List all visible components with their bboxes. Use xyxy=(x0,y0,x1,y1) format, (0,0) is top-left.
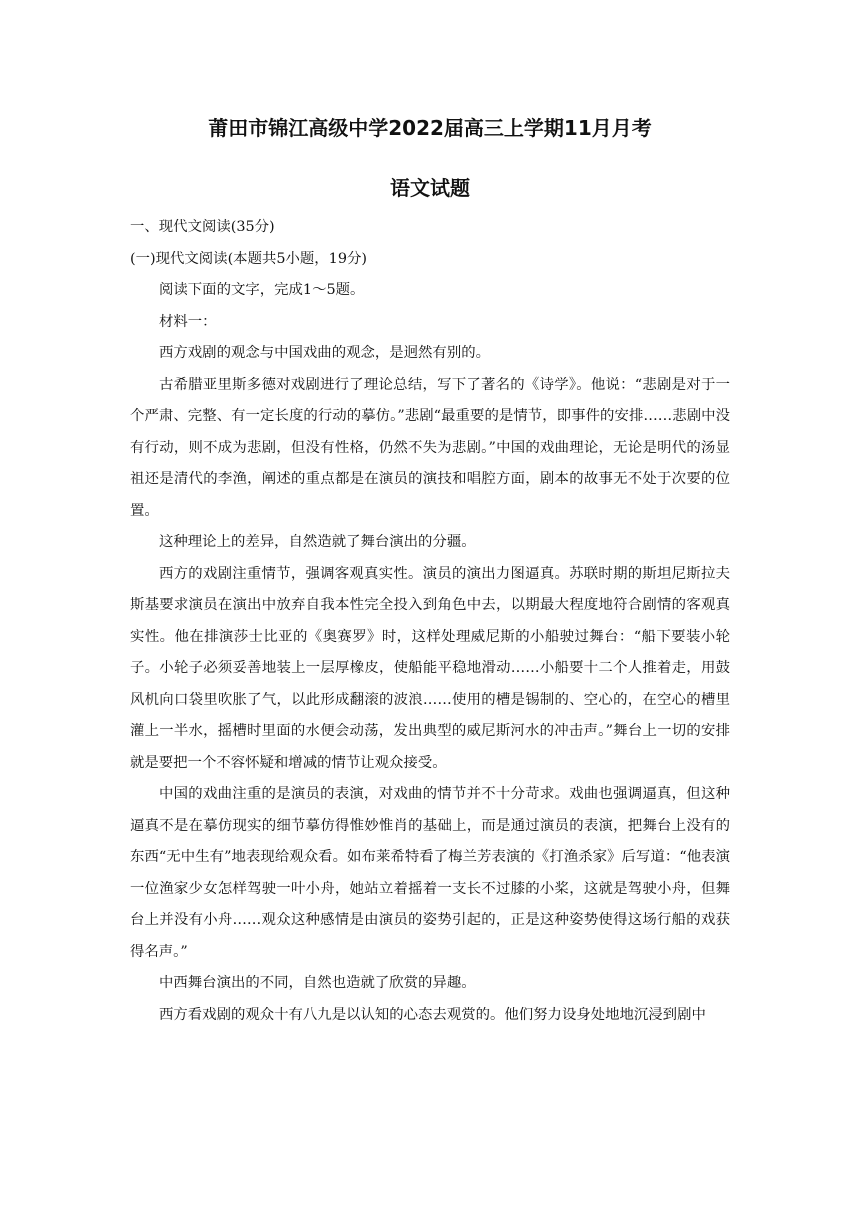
section-heading: 一、现代文阅读(35分) xyxy=(130,219,275,235)
paragraph: 西方看戏剧的观众十有八九是以认知的心态去观赏的。他们努力设身处地地沉浸到剧中 xyxy=(159,1006,706,1023)
material-label: 材料一： xyxy=(159,313,217,330)
document-subtitle: 语文试题 xyxy=(390,176,470,200)
paragraph: 西方的戏剧注重情节，强调客观真实性。演员的演出力图逼真。苏联时期的斯坦尼斯拉夫斯基要求演员在演出中放弃自我本性完全投入到角色中去，以期最大程度地符合剧情的客观真实性。他在排演莎士比亚的《奥赛罗》时，这样处理威尼斯的小船驶过舞台：“船下要装小轮子。小轮子必须妥善地装上一层厚橡皮，使船能平稳地滑动……小船要十二个人推着走，用鼓风机向口袋里吹胀了气，以此形成翻滚的波浪……使用的槽是锡制的、空心的，在空心的槽里灌上一半水，摇槽时里面的水便会动荡，发出典型的威尼斯河水的冲击声。”舞台上一切的安排就是要把一个不容怀疑和增减的情节让观众接受。 xyxy=(130,565,730,771)
paragraph: 中西舞台演出的不同，自然也造就了欣赏的异趣。 xyxy=(159,975,476,991)
subsection-heading: (一)现代文阅读(本题共5小题，19分) xyxy=(130,250,368,267)
paragraph: 中国的戏曲注重的是演员的表演，对戏曲的情节并不十分苛求。戏曲也强调逼真，但这种逼真不是在摹仿现实的细节摹仿得惟妙惟肖的基础上，而是通过演员的表演，把舞台上没有的东西“无中生有”地表现给观众看。如布莱希特看了梅兰芳表演的《打渔杀家》后写道：“他表演一位渔家少女怎样驾驶一叶小舟，她站立着摇着一支长不过膝的小桨，这就是驾驶小舟，但舞台上并没有小舟……观众这种感情是由演员的姿势引起的，正是这种姿势使得这场行船的戏获得名声。” xyxy=(130,786,730,960)
document-body xyxy=(130,212,730,1031)
paragraph: 这种理论上的差异，自然造就了舞台演出的分疆。 xyxy=(159,534,476,550)
instruction-text: 阅读下面的文字，完成1～5题。 xyxy=(159,282,365,298)
paragraph: 古希腊亚里斯多德对戏剧进行了理论总结，写下了著名的《诗学》。他说：“悲剧是对于一个严肃、完整、有一定长度的行动的摹仿。”悲剧“最重要的是情节，即事件的安排……悲剧中没有行动，则不成为悲剧，但没有性格，仍然不失为悲剧。”中国的戏曲理论，无论是明代的汤显祖还是清代的李渔，阐述的重点都是在演员的演技和唱腔方面，剧本的故事无不处于次要的位置。 xyxy=(130,376,730,519)
paragraph: 西方戏剧的观念与中国戏曲的观念，是迥然有别的。 xyxy=(159,345,490,361)
document-title: 莆田市锦江高级中学2022届高三上学期11月月考 xyxy=(208,116,652,140)
